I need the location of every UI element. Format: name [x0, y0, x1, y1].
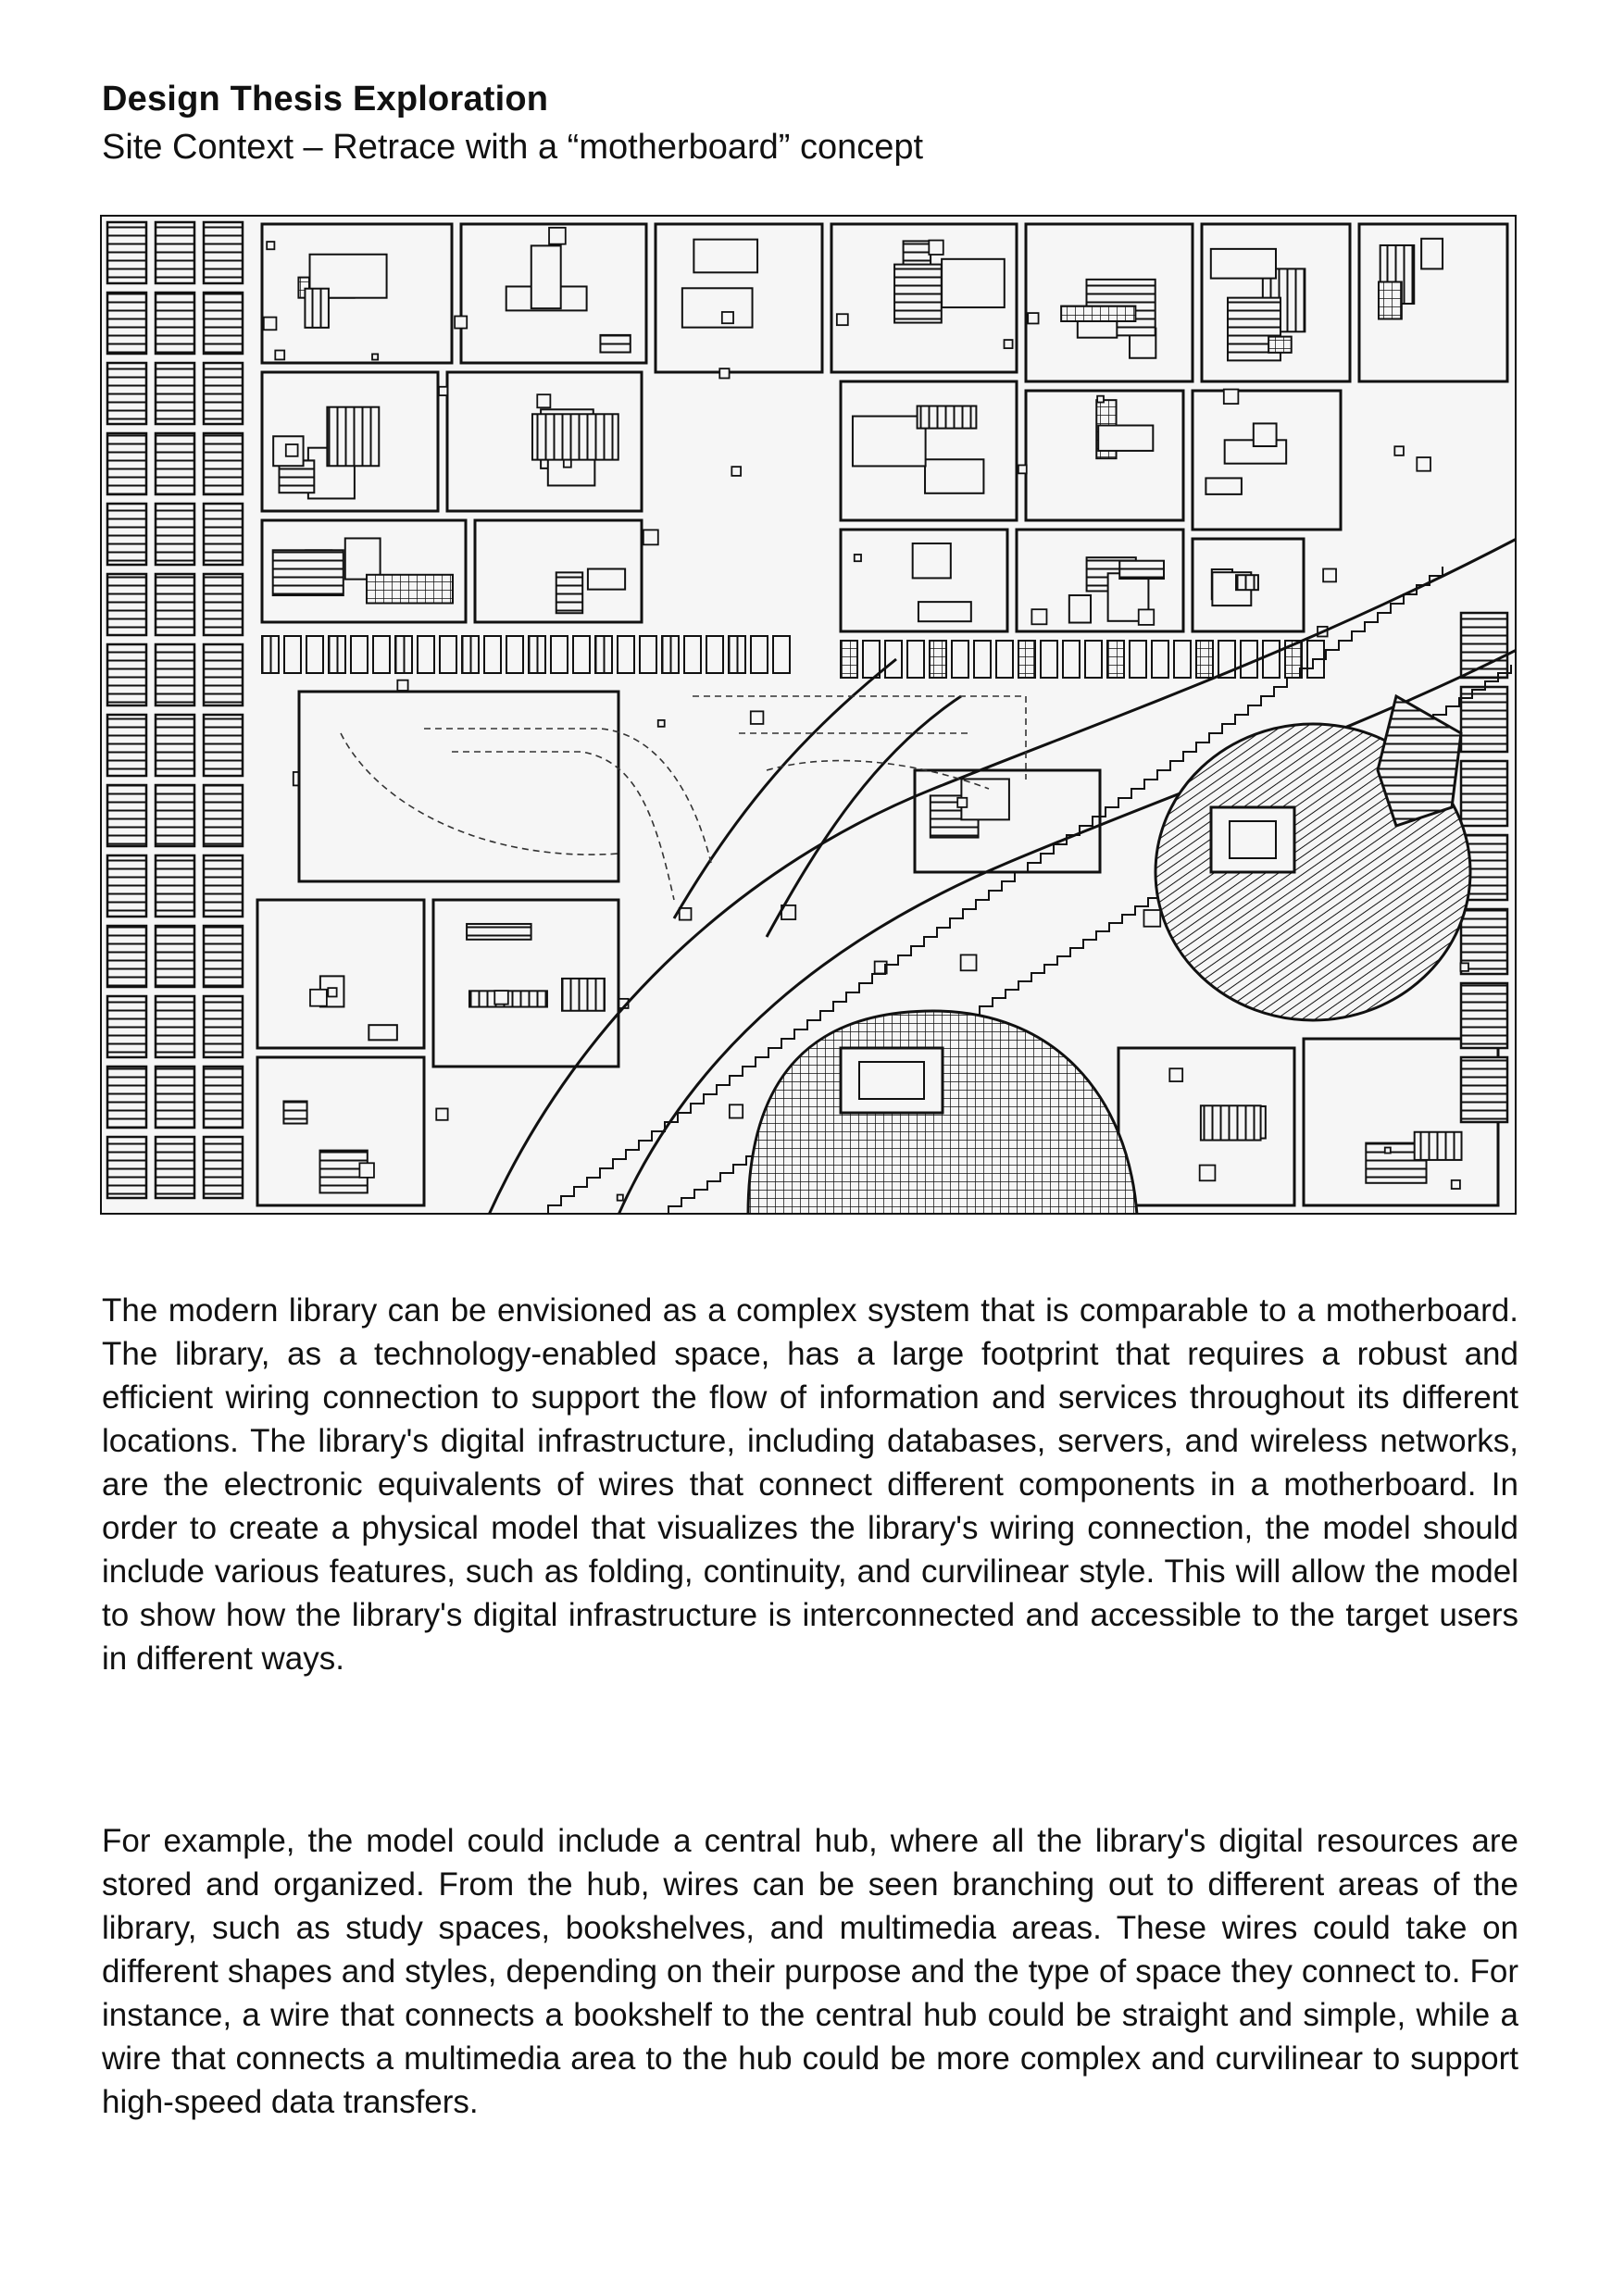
body-paragraph-1: The modern library can be envisioned as a complex system that is comparable to a motherboard. The library, as a technology-enabled space, has a large footprint that requires a robust and efficient wiring connection to support the flow of information and services throughout its different locations. The library's digital infrastructure, including databases, servers, and wireless networks, are the electronic equivalents of wires that connect different components in a motherboard. In order to create a physical model that visualizes the library's wiring connection, the model should include various features, such as folding, continuity, and curvilinear style. This will allow the model to show how the library's digital infrastructure is interconnected and accessible to the target users in different ways. [102, 1292, 1518, 1677]
body-paragraph-2: For example, the model could include a central hub, where all the library's digital resources are stored and organized. From the hub, wires can be seen branching out to different areas of the library, such as study spaces, bookshelves, and multimedia areas. These wires could take on different shapes and styles, depending on their purpose and the type of space they connect to. For instance, a wire that connects a bookshelf to the central hub could be straight and simple, while a wire that connects a multimedia area to the hub could be more complex and curvilinear to support high-speed data transfers. [102, 1823, 1518, 2120]
site-context-drawing [100, 215, 1517, 1215]
page-title: Design Thesis Exploration [102, 80, 549, 119]
page-subtitle: Site Context – Retrace with a “motherboard” concept [102, 128, 924, 167]
motherboard-map-icon [100, 215, 1517, 1215]
